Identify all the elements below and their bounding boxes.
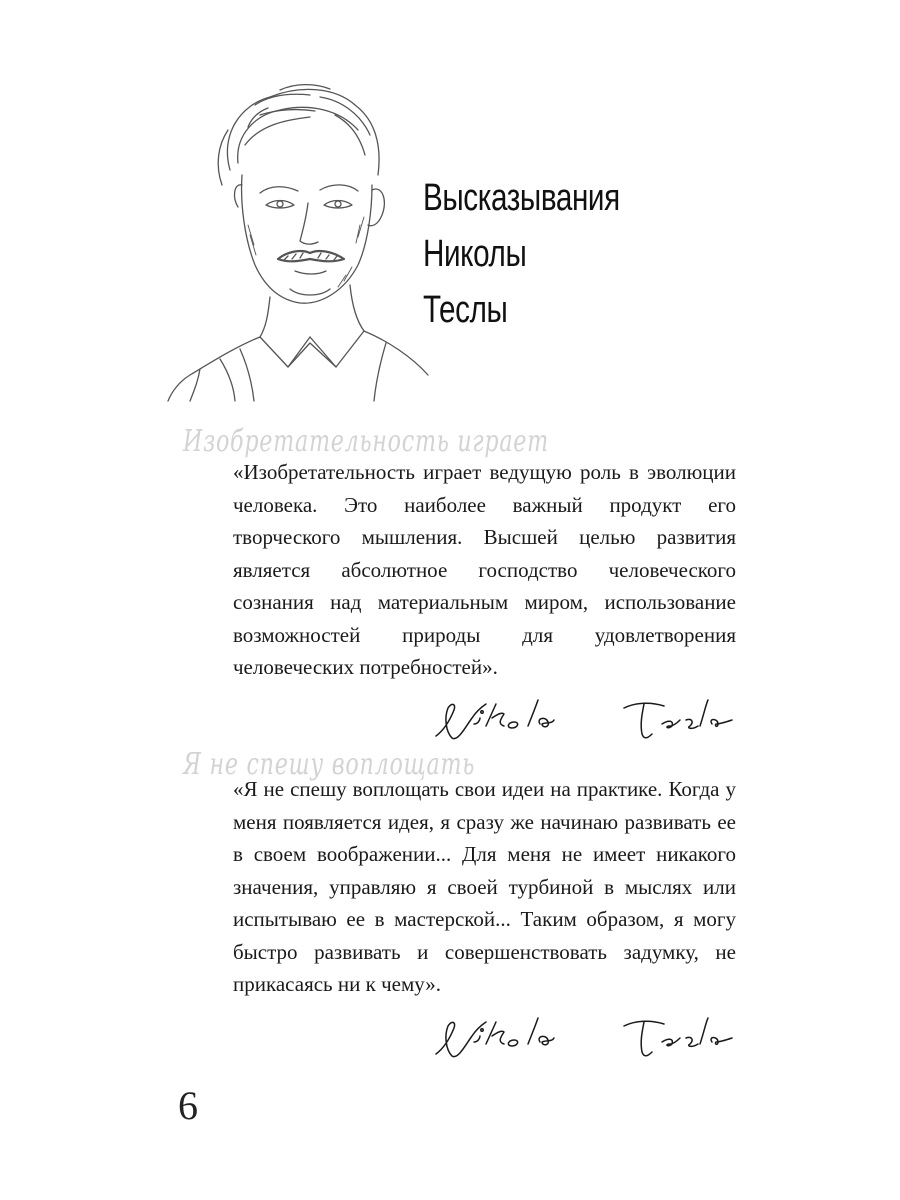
quote-1-text: «Изобретательность играет ведущую роль в эволюции человека. Это наиболее важный продукт его творческого мышления. Высшей целью развития является абсолютное господство человеческого сознания над материальным миром, использование возможностей природы для удовлетворения человеческих потребностей». bbox=[233, 460, 736, 679]
tesla-portrait-sketch bbox=[160, 75, 440, 405]
decorative-heading-1: Изобретательность играет bbox=[183, 424, 549, 459]
page-title bbox=[423, 170, 620, 338]
quote-2-text: «Я не спешу воплощать свои идеи на практике. Когда у меня появляется идея, я сразу же начинаю развивать ее в своем воображении... Для меня не имеет никакого значения, управляю я своей турбиной в мыслях или испытываю ее в мастерской... Таким образом, я могу быстро развивать и совершенствовать задумку, не прикасаясь ни к чему». bbox=[233, 777, 736, 996]
title-line-1: Высказывания bbox=[423, 177, 620, 219]
title-line-3: Теслы bbox=[423, 289, 508, 331]
title-line-2: Николы bbox=[423, 233, 527, 275]
page-number: 6 bbox=[178, 1083, 198, 1128]
decorative-heading-2: Я не спешу воплощать bbox=[183, 747, 476, 782]
tesla-signature-2 bbox=[428, 1008, 738, 1078]
